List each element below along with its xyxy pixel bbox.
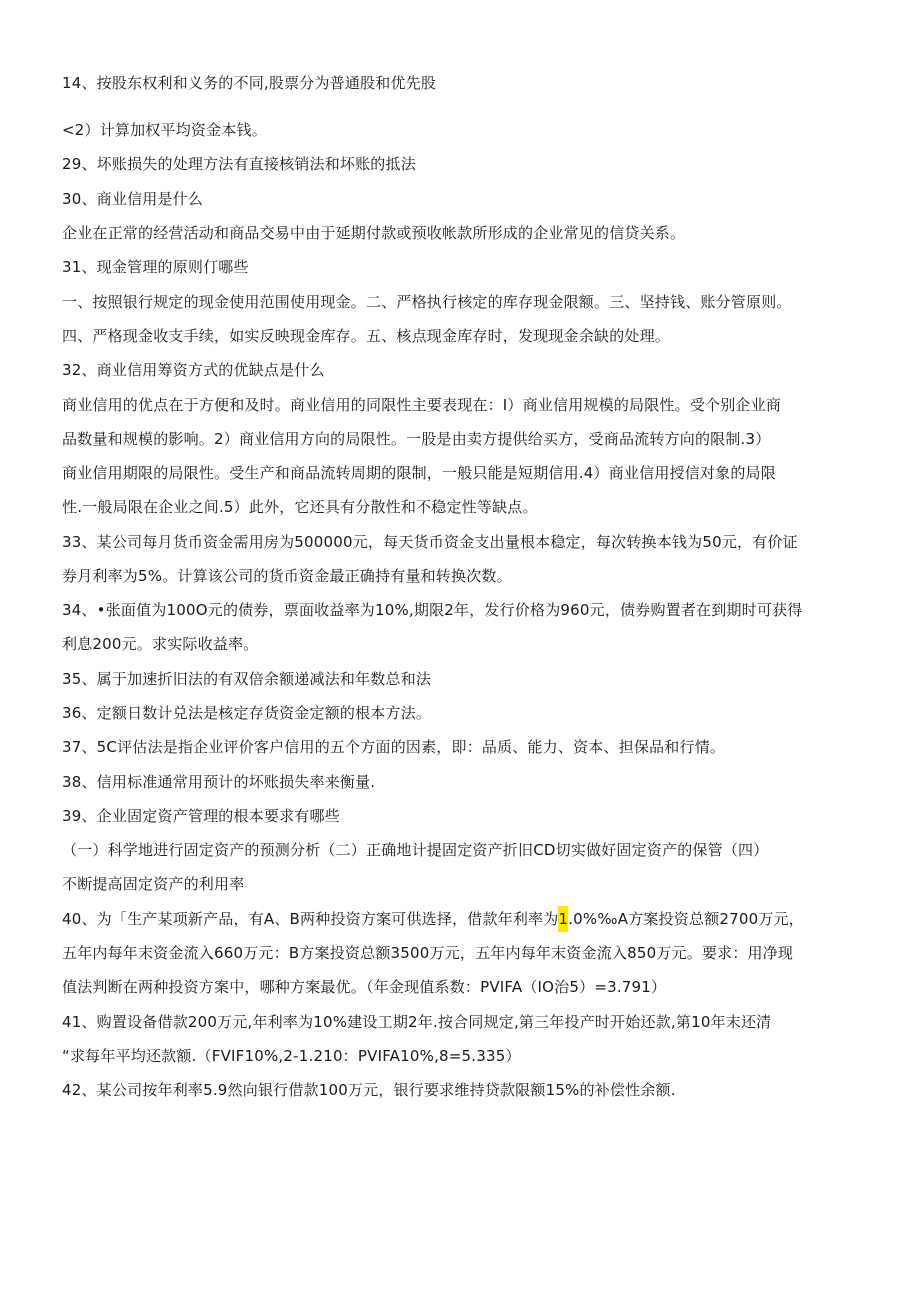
text-line: 企业在正常的经营活动和商品交易中由于延期付款或预收帐款所形成的企业常见的信贷关系。 — [62, 224, 686, 242]
text-line: （一）科学地进行固定资产的预测分析（二）正确地计提固定资产折旧CD切实做好固定资产的保管（四） — [62, 841, 769, 859]
text-line: 39、企业固定资产管理的根本要求有哪些 — [62, 807, 340, 825]
text-line: 33、某公司每月货币资金需用房为500000元，每天货币资金支出量根本稳定，每次转换本钱为50元，有价证 — [62, 533, 798, 551]
highlight-mark: 1 — [558, 906, 568, 932]
text-line: “求每年平均还款额.（FVIF10%,2-1.210：PVIFA10%,8=5.335） — [62, 1047, 521, 1065]
text-line: 性.一般局限在企业之间.5）此外，它还具有分散性和不稳定性等缺点。 — [62, 498, 538, 516]
text-line: 券月利率为5%。计算该公司的货币资金最正确持有量和转换次数。 — [62, 567, 512, 585]
text-line: 14、按股东权利和义务的不同,股票分为普通股和优先股 — [62, 74, 437, 92]
text-line: 一、按照银行规定的现金使用范围使用现金。二、严格执行核定的库存现金限额。三、坚持钱、账分管原则。 — [62, 293, 792, 311]
text-line: 四、严格现金收支手续，如实反映现金库存。五、核点现金库存时，发现现金余缺的处理。 — [62, 327, 671, 345]
text-line: 36、定额日数计兑法是核定存货资金定额的根本方法。 — [62, 704, 432, 722]
text-line: 31、现金管理的原则仃哪些 — [62, 258, 249, 276]
text-line: 30、商业信用是什么 — [62, 190, 204, 208]
text-line-40 — [62, 909, 862, 929]
text-line: 42、某公司按年利率5.9然向银行借款100万元，银行要求维持贷款限额15%的补偿性余额. — [62, 1081, 676, 1099]
text-line: 37、5C评估法是指企业评价客户信用的五个方面的因素，即：品质、能力、资本、担保品和行情。 — [62, 738, 726, 756]
text-line: 商业信用的优点在于方便和及时。商业信用的同限性主要表现在：I）商业信用规模的局限性。受个别企业商 — [62, 396, 782, 414]
text-line: 38、信用标准通常用预计的坏账损失率来衡量. — [62, 773, 376, 791]
text-line: 34、•张面值为100O元的债券，票面收益率为10%,期限2年，发行价格为960元，债券购置者在到期时可获得 — [62, 601, 803, 619]
text-line: <2）计算加权平均资金本钱。 — [62, 121, 267, 139]
text-line: 不断提高固定资产的利用率 — [62, 875, 245, 893]
text-line: 利息200元。求实际收益率。 — [62, 635, 259, 653]
text-segment: 40、为「生产某项新产品，有A、B两种投资方案可供选择，借款年利率为 — [62, 910, 559, 928]
text-line: 品数量和规模的影响。2）商业信用方向的局限性。一股是由卖方提供给买方，受商品流转方向的限制.3） — [62, 430, 771, 448]
text-line: 41、购置设备借款200万元,年利率为10%建设工期2年.按合同规定,第三年投产时开始还款,第10年末还清 — [62, 1013, 772, 1031]
text-line: 32、商业信用筹资方式的优缺点是什么 — [62, 361, 325, 379]
text-line: 五年内每年末资金流入660万元：B方案投资总额3500万元，五年内每年末资金流入850万元。要求：用净现 — [62, 944, 794, 962]
text-segment: .0%‰A方案投资总额2700万元， — [568, 910, 804, 928]
text-line: 商业信用期限的局限性。受生产和商品流转周期的限制，一般只能是短期信用.4）商业信用授信对象的局限 — [62, 464, 776, 482]
text-line: 35、属于加速折旧法的有双倍余额递减法和年数总和法 — [62, 670, 432, 688]
text-line: 29、坏账损失的处理方法有直接核销法和坏账的抵法 — [62, 155, 416, 173]
text-line: 值法判断在两种投资方案中，哪种方案最优。（年金现值系数：PVIFA（IO治5）=3.791） — [62, 978, 667, 996]
